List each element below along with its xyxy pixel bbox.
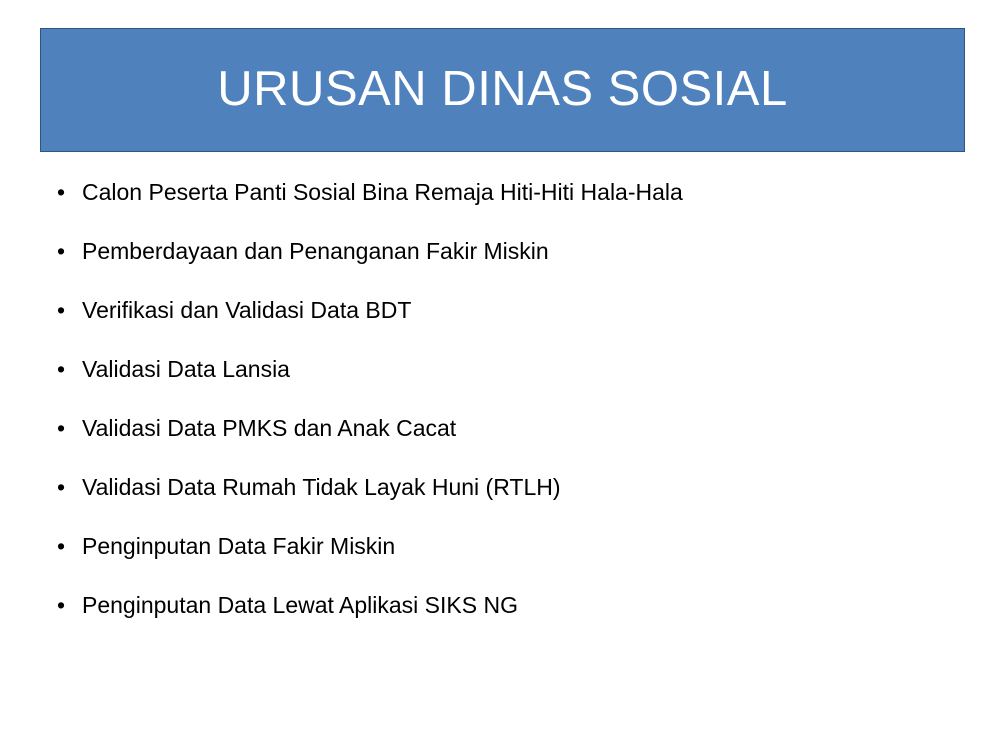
list-item-label: Penginputan Data Fakir Miskin [82, 533, 396, 559]
list-item-label: Calon Peserta Panti Sosial Bina Remaja Hiti-Hiti Hala-Hala [82, 179, 683, 205]
list-item-label: Validasi Data PMKS dan Anak Cacat [82, 415, 457, 441]
list-item-label: Validasi Data Rumah Tidak Layak Huni (RTLH) [82, 474, 561, 500]
bullet-point-icon: • [56, 297, 66, 323]
list-item-label: Verifikasi dan Validasi Data BDT [82, 297, 412, 323]
bullet-list [40, 180, 970, 652]
slide-title-banner [40, 28, 965, 152]
page-title: URUSAN DINAS SOSIAL [217, 62, 788, 117]
list-item-label: Validasi Data Lansia [82, 356, 290, 382]
list-item [40, 298, 970, 322]
list-item [40, 593, 970, 617]
list-item [40, 357, 970, 381]
list-item [40, 239, 970, 263]
bullet-point-icon: • [56, 356, 66, 382]
list-item [40, 416, 970, 440]
list-item [40, 180, 970, 204]
list-item [40, 475, 970, 499]
list-item-label: Pemberdayaan dan Penanganan Fakir Miskin [82, 238, 549, 264]
bullet-point-icon: • [56, 474, 66, 500]
bullet-point-icon: • [56, 415, 66, 441]
bullet-point-icon: • [56, 179, 66, 205]
bullet-point-icon: • [56, 533, 66, 559]
list-item-label: Penginputan Data Lewat Aplikasi SIKS NG [82, 592, 518, 618]
bullet-point-icon: • [56, 238, 66, 264]
bullet-point-icon: • [56, 592, 66, 618]
list-item [40, 534, 970, 558]
